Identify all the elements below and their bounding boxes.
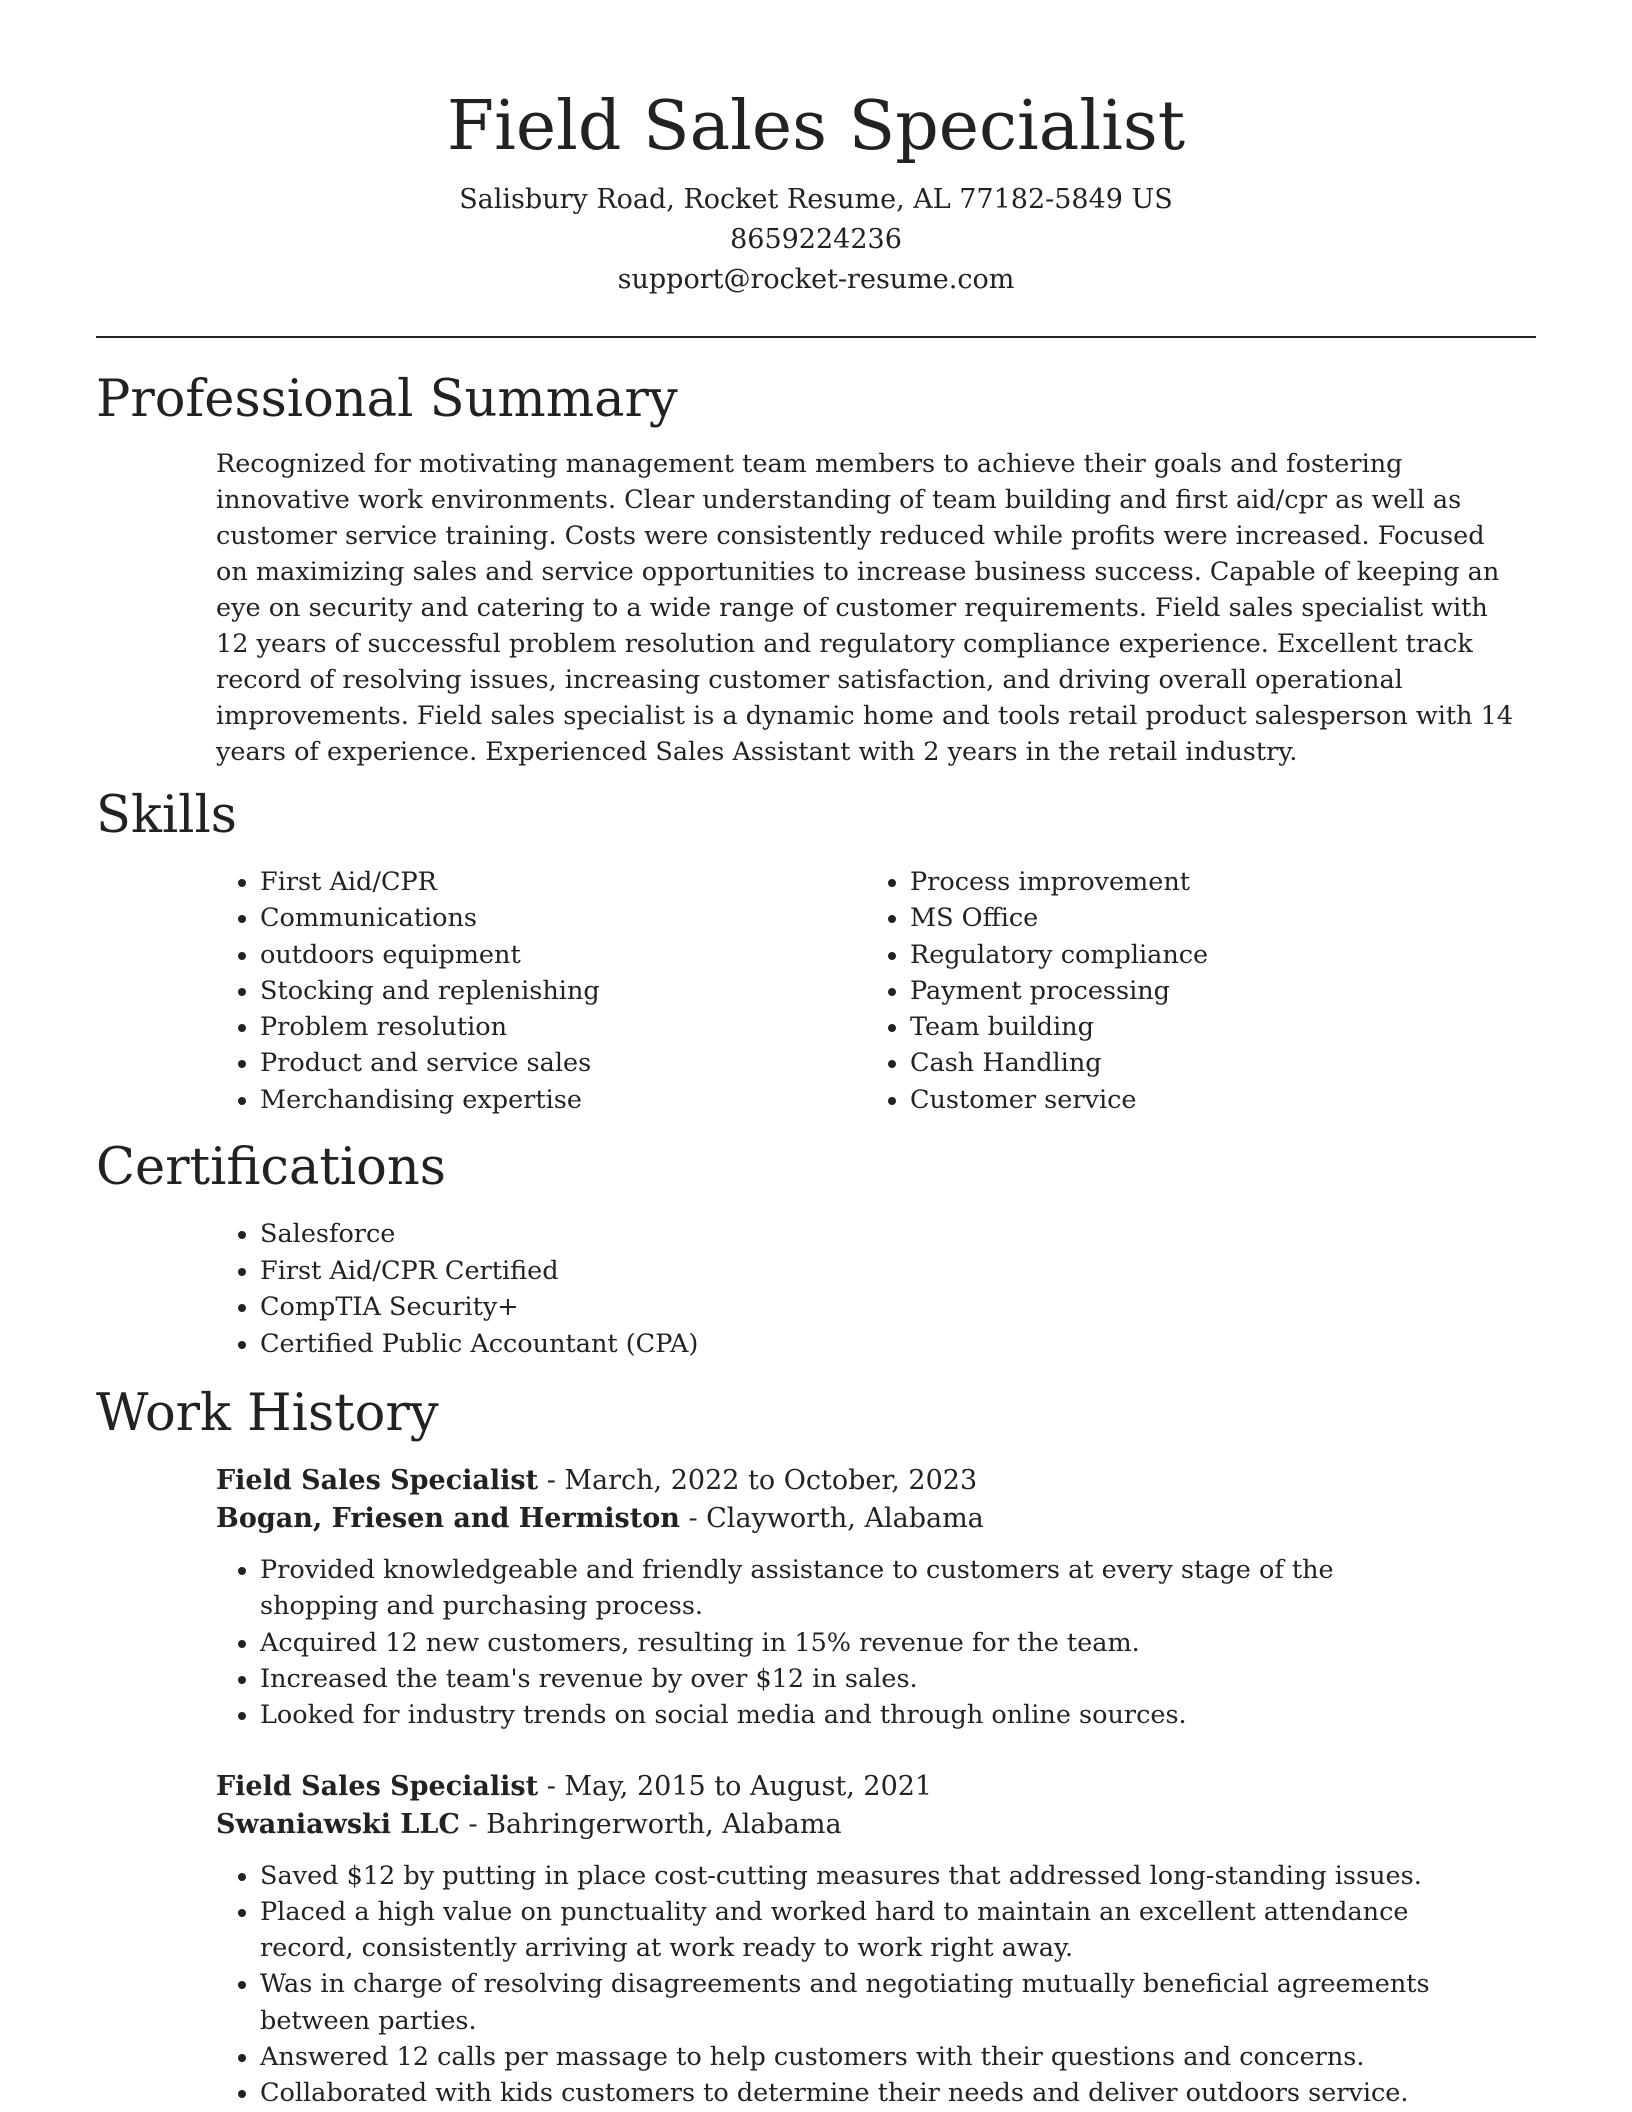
- skills-heading: Skills: [96, 786, 237, 845]
- summary-text: Recognized for motivating management team members to achieve their goals and fostering innovative work environments. Clear understanding of team building and first aid/cpr as well as customer service training. Costs were consistently reduced while profits were increased. Focused on maximizing sales and service opportunities to increase business success. Capable of keeping an eye on security and catering to a wide range of customer requirements. Field sales specialist with 12 years of successful problem resolution and regulatory compliance experience. Excellent track record of resolving issues, increasing customer satisfaction, and driving overall operational improvements. Field sales specialist is a dynamic home and tools retail product salesperson with 14 years of experience. Experienced Sales Assistant with 2 years in the retail industry.: [216, 449, 1514, 767]
- skill-item: • Cash Handling: [910, 1045, 1400, 1081]
- certification-item: • CompTIA Security+: [260, 1289, 1536, 1326]
- job-bullet: • Collaborated with kids customers to determine their needs and deliver outdoors service.: [260, 2075, 1460, 2111]
- certification-item: • Salesforce: [260, 1216, 1536, 1253]
- contact-phone: 8659224236: [730, 224, 902, 255]
- job-company-line: [216, 1500, 1536, 1538]
- certifications-list: [96, 1216, 1536, 1362]
- skill-item: • MS Office: [910, 900, 1400, 936]
- contact-address: Salisbury Road, Rocket Resume, AL 77182-5849 US: [459, 184, 1173, 215]
- skill-item: • Regulatory compliance: [910, 937, 1400, 973]
- job-bullet: • Provided knowledgeable and friendly assistance to customers at every stage of the shopping and purchasing process.: [260, 1552, 1460, 1625]
- job-bullet: • Saved $12 by putting in place cost-cutting measures that addressed long-standing issues.: [260, 1858, 1460, 1894]
- skill-item: • outdoors equipment: [260, 937, 750, 973]
- job-dates: - May, 2015 to August, 2021: [538, 1770, 933, 1802]
- job-entry: [216, 1768, 1536, 2112]
- job-company: Bogan, Friesen and Hermiston: [216, 1503, 680, 1535]
- skills-list-right: [750, 864, 1400, 1118]
- contact-email: support@rocket-resume.com: [617, 264, 1015, 295]
- header-divider: [96, 336, 1536, 338]
- skill-item: • Problem resolution: [260, 1009, 750, 1045]
- job-title-line: [216, 1768, 1536, 1806]
- work-history-heading: Work History: [96, 1384, 439, 1444]
- skill-item: • Payment processing: [910, 973, 1400, 1009]
- skill-item: • Team building: [910, 1009, 1400, 1045]
- job-bullet: • Was in charge of resolving disagreements and negotiating mutually beneficial agreements between parties.: [260, 1966, 1460, 2039]
- skill-item: • First Aid/CPR: [260, 864, 750, 900]
- resume-page: [96, 0, 1536, 2112]
- skill-item: • Communications: [260, 900, 750, 936]
- job-company: Swaniawski LLC: [216, 1808, 460, 1840]
- job-dates: - March, 2022 to October, 2023: [538, 1465, 978, 1497]
- resume-header: [96, 0, 1536, 300]
- skills-columns: [96, 864, 1536, 1118]
- job-location: - Bahringerworth, Alabama: [459, 1808, 842, 1840]
- resume-name: Field Sales Specialist: [446, 87, 1186, 166]
- skill-item: • Process improvement: [910, 864, 1400, 900]
- job-bullet: • Acquired 12 new customers, resulting in 15% revenue for the team.: [260, 1625, 1460, 1661]
- job-bullet: • Looked for industry trends on social media and through online sources.: [260, 1697, 1460, 1733]
- job-title: Field Sales Specialist: [216, 1465, 539, 1497]
- skill-item: • Customer service: [910, 1082, 1400, 1118]
- job-entry: [216, 1462, 1536, 1733]
- certification-item: • Certified Public Accountant (CPA): [260, 1326, 1536, 1363]
- skills-list-left: [96, 864, 750, 1118]
- job-location: - Clayworth, Alabama: [679, 1503, 984, 1535]
- job-bullet: • Increased the team's revenue by over $12 in sales.: [260, 1661, 1460, 1697]
- job-bullets: [216, 1552, 1460, 1733]
- job-title: Field Sales Specialist: [216, 1770, 539, 1802]
- skill-item: • Stocking and replenishing: [260, 973, 750, 1009]
- job-bullet: • Answered 12 calls per massage to help customers with their questions and concerns.: [260, 2039, 1460, 2075]
- skill-item: • Merchandising expertise: [260, 1082, 750, 1118]
- skill-item: • Product and service sales: [260, 1045, 750, 1081]
- job-company-line: [216, 1806, 1536, 1844]
- certifications-heading: Certifications: [96, 1138, 446, 1198]
- job-bullet: • Placed a high value on punctuality and worked hard to maintain an excellent attendance record, consistently arriving at work ready to work right away.: [260, 1894, 1460, 1967]
- job-bullets: [216, 1858, 1460, 2112]
- summary-heading: Professional Summary: [96, 370, 678, 429]
- certification-item: • First Aid/CPR Certified: [260, 1253, 1536, 1290]
- job-title-line: [216, 1462, 1536, 1500]
